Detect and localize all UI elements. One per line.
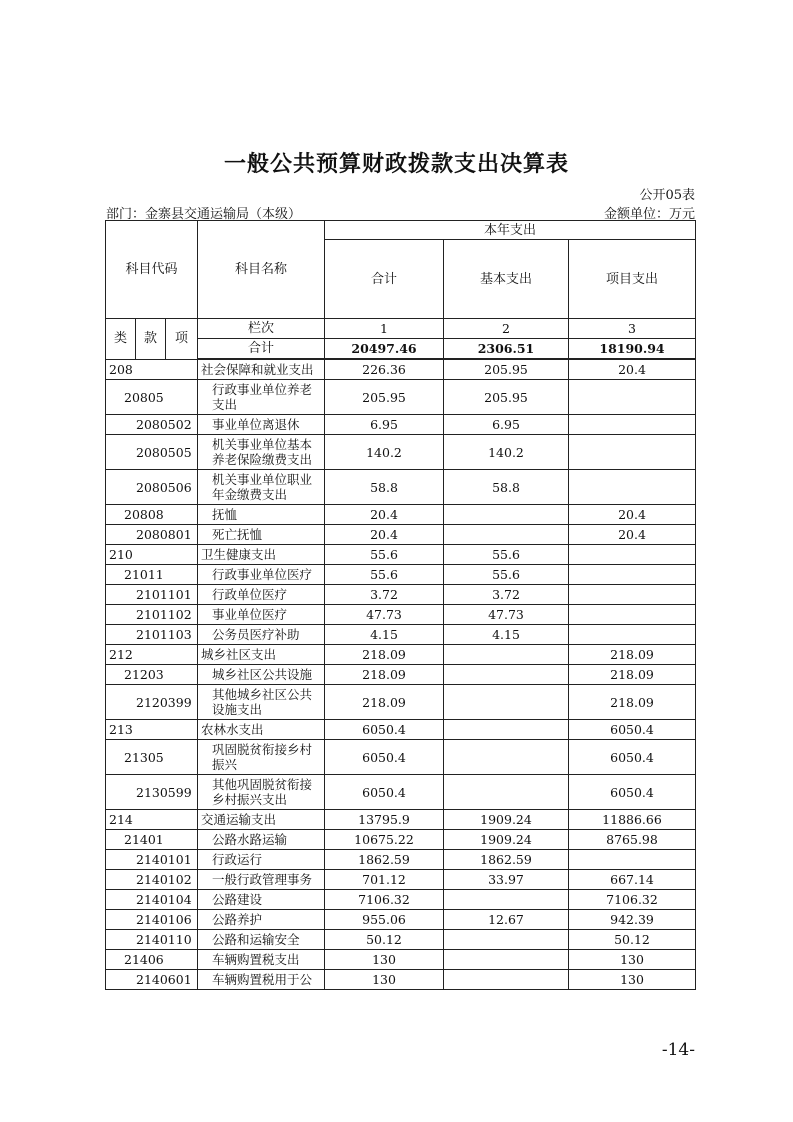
total-value: 6050.4 bbox=[325, 775, 444, 810]
column-number-1: 1 bbox=[325, 319, 444, 339]
subject-name: 巩固脱贫衔接乡村振兴 bbox=[198, 740, 325, 775]
subject-code: 2080505 bbox=[106, 435, 198, 470]
subject-code: 2140601 bbox=[106, 970, 198, 990]
subject-name: 车辆购置税用于公 bbox=[198, 970, 325, 990]
basic-value: 4.15 bbox=[444, 625, 569, 645]
total-value: 58.8 bbox=[325, 470, 444, 505]
table-row bbox=[106, 890, 696, 910]
basic-value bbox=[444, 665, 569, 685]
table-row bbox=[106, 470, 696, 505]
total-value: 3.72 bbox=[325, 585, 444, 605]
project-value bbox=[569, 380, 696, 415]
sum-label: 合计 bbox=[198, 339, 325, 360]
subject-code: 212 bbox=[106, 645, 198, 665]
subject-code: 21305 bbox=[106, 740, 198, 775]
subject-code: 2140101 bbox=[106, 850, 198, 870]
basic-value bbox=[444, 505, 569, 525]
subject-name: 公务员医疗补助 bbox=[198, 625, 325, 645]
basic-value: 205.95 bbox=[444, 380, 569, 415]
project-value bbox=[569, 415, 696, 435]
project-value: 218.09 bbox=[569, 685, 696, 720]
total-value: 13795.9 bbox=[325, 810, 444, 830]
project-value: 20.4 bbox=[569, 505, 696, 525]
subject-code: 2080801 bbox=[106, 525, 198, 545]
table-row bbox=[106, 950, 696, 970]
basic-value bbox=[444, 950, 569, 970]
code-header: 科目代码 bbox=[106, 221, 198, 319]
project-value bbox=[569, 605, 696, 625]
lei-header: 类 bbox=[106, 319, 136, 360]
subject-code: 2101102 bbox=[106, 605, 198, 625]
project-value: 667.14 bbox=[569, 870, 696, 890]
basic-value bbox=[444, 970, 569, 990]
total-value: 20.4 bbox=[325, 505, 444, 525]
expenditure-table bbox=[105, 220, 696, 990]
subject-name: 公路建设 bbox=[198, 890, 325, 910]
project-value: 130 bbox=[569, 970, 696, 990]
project-value: 20.4 bbox=[569, 359, 696, 380]
total-value: 226.36 bbox=[325, 359, 444, 380]
table-row bbox=[106, 625, 696, 645]
table-row bbox=[106, 380, 696, 415]
total-value: 55.6 bbox=[325, 565, 444, 585]
table-row bbox=[106, 415, 696, 435]
subject-name: 城乡社区支出 bbox=[198, 645, 325, 665]
project-value bbox=[569, 850, 696, 870]
table-row bbox=[106, 645, 696, 665]
basic-value: 140.2 bbox=[444, 435, 569, 470]
subject-name: 事业单位离退休 bbox=[198, 415, 325, 435]
basic-value: 1909.24 bbox=[444, 830, 569, 850]
subject-name: 一般行政管理事务 bbox=[198, 870, 325, 890]
subject-name: 事业单位医疗 bbox=[198, 605, 325, 625]
column-number-2: 2 bbox=[444, 319, 569, 339]
table-row bbox=[106, 545, 696, 565]
table-row bbox=[106, 775, 696, 810]
subject-code: 2080506 bbox=[106, 470, 198, 505]
total-value: 701.12 bbox=[325, 870, 444, 890]
basic-value bbox=[444, 930, 569, 950]
total-value: 140.2 bbox=[325, 435, 444, 470]
header-row-1 bbox=[106, 221, 696, 240]
basic-value bbox=[444, 890, 569, 910]
name-header: 科目名称 bbox=[198, 221, 325, 319]
subject-code: 2101103 bbox=[106, 625, 198, 645]
subject-code: 210 bbox=[106, 545, 198, 565]
total-header: 合计 bbox=[325, 240, 444, 319]
lanci-label: 栏次 bbox=[198, 319, 325, 339]
total-value: 130 bbox=[325, 950, 444, 970]
subject-name: 车辆购置税支出 bbox=[198, 950, 325, 970]
basic-value bbox=[444, 685, 569, 720]
subject-code: 21401 bbox=[106, 830, 198, 850]
amount-unit-label: 金额单位：万元 bbox=[603, 207, 695, 222]
project-value: 7106.32 bbox=[569, 890, 696, 910]
total-value: 205.95 bbox=[325, 380, 444, 415]
sum-project: 18190.94 bbox=[569, 339, 696, 360]
table-row bbox=[106, 525, 696, 545]
page-number: -14- bbox=[661, 1040, 695, 1060]
table-row bbox=[106, 505, 696, 525]
table-row bbox=[106, 720, 696, 740]
table-row bbox=[106, 810, 696, 830]
basic-header: 基本支出 bbox=[444, 240, 569, 319]
subject-code: 21011 bbox=[106, 565, 198, 585]
subject-name: 公路和运输安全 bbox=[198, 930, 325, 950]
column-number-3: 3 bbox=[569, 319, 696, 339]
project-value bbox=[569, 565, 696, 585]
table-row bbox=[106, 910, 696, 930]
project-value bbox=[569, 435, 696, 470]
subject-name: 交通运输支出 bbox=[198, 810, 325, 830]
project-value: 11886.66 bbox=[569, 810, 696, 830]
table-row bbox=[106, 850, 696, 870]
basic-value bbox=[444, 720, 569, 740]
subject-code: 213 bbox=[106, 720, 198, 740]
total-value: 47.73 bbox=[325, 605, 444, 625]
subject-code: 20808 bbox=[106, 505, 198, 525]
total-value: 6.95 bbox=[325, 415, 444, 435]
basic-value: 205.95 bbox=[444, 359, 569, 380]
xiang-header: 项 bbox=[166, 319, 198, 360]
project-value: 218.09 bbox=[569, 665, 696, 685]
subject-name: 社会保障和就业支出 bbox=[198, 359, 325, 380]
subject-name: 其他城乡社区公共设施支出 bbox=[198, 685, 325, 720]
project-value: 8765.98 bbox=[569, 830, 696, 850]
subject-code: 20805 bbox=[106, 380, 198, 415]
subject-code: 2120399 bbox=[106, 685, 198, 720]
project-header: 项目支出 bbox=[569, 240, 696, 319]
subject-name: 城乡社区公共设施 bbox=[198, 665, 325, 685]
basic-value bbox=[444, 525, 569, 545]
subject-code: 2140110 bbox=[106, 930, 198, 950]
table-row bbox=[106, 970, 696, 990]
project-value: 942.39 bbox=[569, 910, 696, 930]
column-number-row bbox=[106, 319, 696, 339]
basic-value: 55.6 bbox=[444, 565, 569, 585]
project-value: 130 bbox=[569, 950, 696, 970]
basic-value: 1862.59 bbox=[444, 850, 569, 870]
total-value: 7106.32 bbox=[325, 890, 444, 910]
subject-code: 2130599 bbox=[106, 775, 198, 810]
subject-name: 行政单位医疗 bbox=[198, 585, 325, 605]
project-value: 6050.4 bbox=[569, 775, 696, 810]
subject-code: 214 bbox=[106, 810, 198, 830]
table-row bbox=[106, 870, 696, 890]
basic-value: 6.95 bbox=[444, 415, 569, 435]
project-value: 6050.4 bbox=[569, 720, 696, 740]
project-value bbox=[569, 585, 696, 605]
project-value bbox=[569, 470, 696, 505]
project-value bbox=[569, 545, 696, 565]
project-value: 50.12 bbox=[569, 930, 696, 950]
subject-name: 行政运行 bbox=[198, 850, 325, 870]
basic-value: 47.73 bbox=[444, 605, 569, 625]
project-value: 218.09 bbox=[569, 645, 696, 665]
total-value: 218.09 bbox=[325, 665, 444, 685]
subject-code: 21406 bbox=[106, 950, 198, 970]
total-value: 955.06 bbox=[325, 910, 444, 930]
subject-name: 行政事业单位养老支出 bbox=[198, 380, 325, 415]
project-value: 6050.4 bbox=[569, 740, 696, 775]
subject-code: 2101101 bbox=[106, 585, 198, 605]
basic-value bbox=[444, 775, 569, 810]
total-value: 130 bbox=[325, 970, 444, 990]
table-row bbox=[106, 605, 696, 625]
subject-code: 208 bbox=[106, 359, 198, 380]
total-value: 50.12 bbox=[325, 930, 444, 950]
table-row bbox=[106, 830, 696, 850]
table-row bbox=[106, 585, 696, 605]
total-value: 4.15 bbox=[325, 625, 444, 645]
basic-value: 33.97 bbox=[444, 870, 569, 890]
project-value bbox=[569, 625, 696, 645]
subject-name: 卫生健康支出 bbox=[198, 545, 325, 565]
subject-name: 农林水支出 bbox=[198, 720, 325, 740]
subject-code: 2080502 bbox=[106, 415, 198, 435]
basic-value: 3.72 bbox=[444, 585, 569, 605]
basic-value: 55.6 bbox=[444, 545, 569, 565]
basic-value bbox=[444, 740, 569, 775]
sum-basic: 2306.51 bbox=[444, 339, 569, 360]
total-value: 10675.22 bbox=[325, 830, 444, 850]
total-value: 218.09 bbox=[325, 645, 444, 665]
sum-total: 20497.46 bbox=[325, 339, 444, 360]
subject-name: 机关事业单位职业年金缴费支出 bbox=[198, 470, 325, 505]
table-row bbox=[106, 685, 696, 720]
table-row bbox=[106, 740, 696, 775]
total-value: 218.09 bbox=[325, 685, 444, 720]
table-row bbox=[106, 565, 696, 585]
total-value: 1862.59 bbox=[325, 850, 444, 870]
subject-code: 2140102 bbox=[106, 870, 198, 890]
subject-code: 21203 bbox=[106, 665, 198, 685]
table-row bbox=[106, 359, 696, 380]
total-value: 6050.4 bbox=[325, 740, 444, 775]
department-label: 部门：金寨县交通运输局（本级） bbox=[106, 207, 302, 222]
table-row bbox=[106, 665, 696, 685]
basic-value: 12.67 bbox=[444, 910, 569, 930]
table-row bbox=[106, 930, 696, 950]
subject-name: 公路水路运输 bbox=[198, 830, 325, 850]
basic-value: 1909.24 bbox=[444, 810, 569, 830]
subject-name: 抚恤 bbox=[198, 505, 325, 525]
total-value: 20.4 bbox=[325, 525, 444, 545]
subject-name: 行政事业单位医疗 bbox=[198, 565, 325, 585]
annual-expenditure-header: 本年支出 bbox=[325, 221, 696, 240]
table-row bbox=[106, 435, 696, 470]
page-title: 一般公共预算财政拨款支出决算表 bbox=[223, 152, 569, 177]
subject-name: 机关事业单位基本养老保险缴费支出 bbox=[198, 435, 325, 470]
table-number: 公开05表 bbox=[639, 188, 695, 203]
kuan-header: 款 bbox=[136, 319, 166, 360]
basic-value: 58.8 bbox=[444, 470, 569, 505]
subject-name: 死亡抚恤 bbox=[198, 525, 325, 545]
total-value: 6050.4 bbox=[325, 720, 444, 740]
total-value: 55.6 bbox=[325, 545, 444, 565]
basic-value bbox=[444, 645, 569, 665]
subject-name: 公路养护 bbox=[198, 910, 325, 930]
subject-code: 2140106 bbox=[106, 910, 198, 930]
project-value: 20.4 bbox=[569, 525, 696, 545]
subject-code: 2140104 bbox=[106, 890, 198, 910]
subject-name: 其他巩固脱贫衔接乡村振兴支出 bbox=[198, 775, 325, 810]
